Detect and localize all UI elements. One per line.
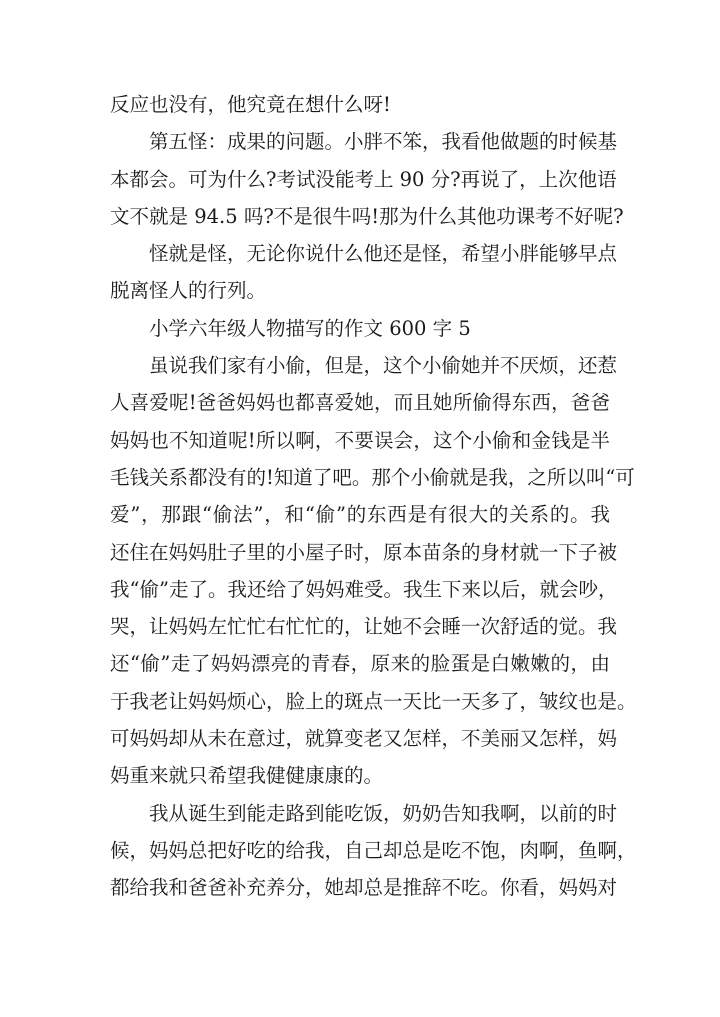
document-body bbox=[110, 86, 637, 907]
text-line: 我从诞生到能走路到能吃饭，奶奶告知我啊，以前的时 bbox=[149, 801, 618, 825]
text-line: 脱离怪人的行列。 bbox=[110, 279, 267, 303]
text-line: 都给我和爸爸补充养分，她却总是推辞不吃。你看，妈妈对 bbox=[110, 876, 618, 900]
text-line: 妈妈也不知道呢!所以啊，不要误会，这个小偷和金钱是半 bbox=[110, 428, 610, 452]
text-line: 毛钱关系都没有的!知道了吧。那个小偷就是我，之所以叫“可 bbox=[110, 465, 635, 489]
text-line: 可妈妈却从未在意过，就算变老又怎样，不美丽又怎样，妈 bbox=[110, 727, 618, 751]
text-line: 小学六年级人物描写的作文 600 字 5 bbox=[149, 316, 471, 340]
text-line: 还住在妈妈肚子里的小屋子时，原本苗条的身材就一下子被 bbox=[110, 540, 618, 564]
text-line: 怪就是怪，无论你说什么他还是怪，希望小胖能够早点 bbox=[149, 242, 618, 266]
text-line: 本都会。可为什么?考试没能考上 90 分?再说了，上次他语 bbox=[110, 167, 617, 191]
text-line: 我“偷”走了。我还给了妈妈难受。我生下来以后，就会吵， bbox=[110, 577, 618, 601]
text-line: 文不就是 94.5 吗?不是很牛吗!那为什么其他功课考不好呢? bbox=[110, 204, 624, 228]
text-line: 哭，让妈妈左忙忙右忙忙的，让她不会睡一次舒适的觉。我 bbox=[110, 615, 618, 639]
text-line: 反应也没有，他究竟在想什么呀! bbox=[110, 93, 391, 116]
text-line: 虽说我们家有小偷，但是，这个小偷她并不厌烦，还惹 bbox=[149, 354, 618, 378]
text-line: 第五怪：成果的问题。小胖不笨，我看他做题的时候基 bbox=[149, 130, 618, 154]
text-line: 爱”，那跟“偷法”，和“偷”的东西是有很大的关系的。我 bbox=[110, 503, 610, 527]
text-line: 妈重来就只希望我健健康康的。 bbox=[110, 764, 384, 788]
text-line: 还“偷”走了妈妈漂亮的青春，原来的脸蛋是白嫩嫩的，由 bbox=[110, 652, 610, 676]
text-line: 人喜爱呢!爸爸妈妈也都喜爱她，而且她所偷得东西，爸爸 bbox=[110, 391, 610, 415]
text-line: 于我老让妈妈烦心，脸上的斑点一天比一天多了，皱纹也是。 bbox=[110, 689, 637, 713]
text-line: 候，妈妈总把好吃的给我，自己却总是吃不饱，肉啊，鱼啊， bbox=[110, 838, 637, 862]
